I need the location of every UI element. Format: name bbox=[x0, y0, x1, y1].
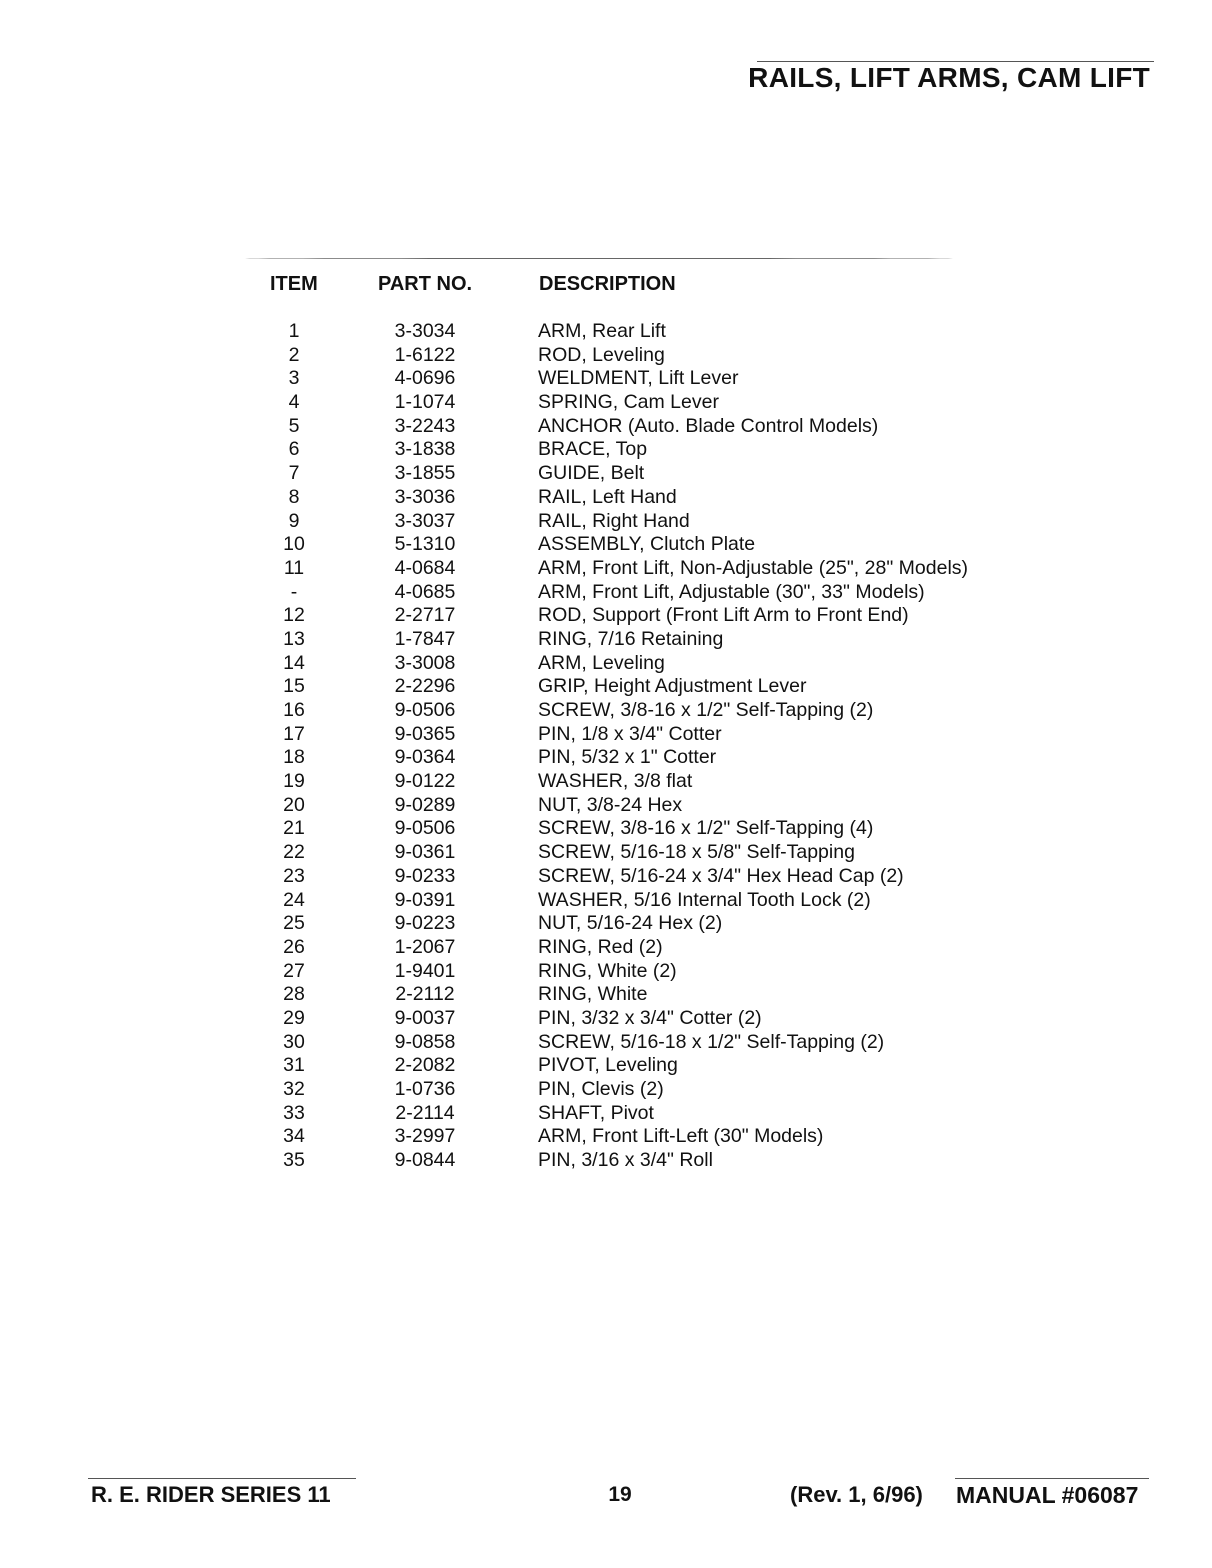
part-number-cell: 9-0844 bbox=[394, 1149, 456, 1172]
footer-series: R. E. RIDER SERIES 11 bbox=[91, 1482, 331, 1507]
description-cell: SCREW, 5/16-18 x 5/8" Self-Tapping bbox=[538, 841, 855, 864]
item-cell: 14 bbox=[283, 651, 305, 674]
table-row bbox=[0, 912, 1212, 936]
part-number-cell: 3-2243 bbox=[394, 414, 456, 437]
table-row bbox=[0, 1031, 1212, 1055]
description-cell: PIVOT, Leveling bbox=[538, 1054, 678, 1077]
description-cell: RAIL, Left Hand bbox=[538, 485, 677, 508]
table-row bbox=[0, 344, 1212, 368]
item-cell: 32 bbox=[283, 1078, 305, 1100]
table-row bbox=[0, 628, 1212, 652]
table-row bbox=[0, 1078, 1212, 1102]
item-cell: 29 bbox=[283, 1006, 305, 1029]
part-number-cell: 9-0506 bbox=[394, 817, 456, 840]
page-title: RAILS, LIFT ARMS, CAM LIFT bbox=[748, 62, 1150, 93]
item-cell: 20 bbox=[283, 793, 305, 816]
item-cell: 31 bbox=[283, 1054, 305, 1077]
footer-rule-right bbox=[955, 1478, 1149, 1479]
table-row bbox=[0, 841, 1212, 865]
table-row bbox=[0, 1054, 1212, 1078]
item-cell: 12 bbox=[283, 604, 305, 627]
description-cell: PIN, 3/32 x 3/4" Cotter (2) bbox=[538, 1006, 762, 1029]
table-row bbox=[0, 391, 1212, 415]
table-row bbox=[0, 320, 1212, 344]
part-number-cell: 3-2997 bbox=[394, 1125, 456, 1148]
description-cell: SCREW, 5/16-24 x 3/4" Hex Head Cap (2) bbox=[538, 864, 904, 887]
table-row bbox=[0, 438, 1212, 462]
column-header-description: DESCRIPTION bbox=[539, 273, 676, 295]
item-cell: 33 bbox=[283, 1101, 305, 1124]
description-cell: RING, White (2) bbox=[538, 959, 677, 982]
part-number-cell: 9-0364 bbox=[394, 746, 456, 769]
part-number-cell: 9-0289 bbox=[394, 793, 456, 816]
table-row bbox=[0, 794, 1212, 818]
item-cell: 15 bbox=[283, 675, 305, 698]
item-cell: 2 bbox=[288, 343, 300, 366]
description-cell: ARM, Front Lift, Non-Adjustable (25", 28" Models) bbox=[538, 556, 969, 579]
table-row bbox=[0, 581, 1212, 605]
table-top-rule bbox=[243, 258, 955, 259]
table-row bbox=[0, 604, 1212, 628]
item-cell: 1 bbox=[288, 320, 300, 342]
part-number-cell: 1-2067 bbox=[394, 935, 456, 958]
table-row bbox=[0, 983, 1212, 1007]
table-row bbox=[0, 1149, 1212, 1173]
table-row bbox=[0, 533, 1212, 557]
item-cell: 16 bbox=[283, 699, 305, 721]
item-cell: 5 bbox=[288, 414, 300, 437]
description-cell: PIN, 3/16 x 3/4" Roll bbox=[538, 1149, 713, 1172]
part-number-cell: 9-0391 bbox=[394, 888, 456, 911]
table-row bbox=[0, 1102, 1212, 1126]
table-row bbox=[0, 817, 1212, 841]
description-cell: WASHER, 5/16 Internal Tooth Lock (2) bbox=[538, 888, 871, 911]
parts-table-body bbox=[0, 320, 1212, 1173]
part-number-cell: 2-2717 bbox=[394, 604, 456, 627]
table-row bbox=[0, 1125, 1212, 1149]
item-cell: 17 bbox=[283, 722, 305, 745]
part-number-cell: 2-2114 bbox=[395, 1101, 455, 1124]
footer-rule-left bbox=[88, 1478, 356, 1479]
item-cell: 10 bbox=[283, 533, 305, 556]
part-number-cell: 4-0684 bbox=[394, 556, 456, 579]
part-number-cell: 2-2112 bbox=[395, 983, 455, 1006]
table-row bbox=[0, 415, 1212, 439]
column-header-part-no: PART NO. bbox=[378, 273, 473, 295]
item-cell: 9 bbox=[288, 509, 300, 532]
table-row bbox=[0, 652, 1212, 676]
description-cell: SHAFT, Pivot bbox=[538, 1101, 654, 1124]
table-row bbox=[0, 723, 1212, 747]
page-number: 19 bbox=[608, 1483, 632, 1506]
table-row bbox=[0, 699, 1212, 723]
description-cell: SCREW, 5/16-18 x 1/2" Self-Tapping (2) bbox=[538, 1030, 885, 1053]
table-row bbox=[0, 770, 1212, 794]
item-cell: 11 bbox=[283, 556, 305, 579]
part-number-cell: 9-0361 bbox=[394, 841, 456, 864]
description-cell: ROD, Leveling bbox=[538, 343, 665, 366]
description-cell: GUIDE, Belt bbox=[538, 462, 645, 485]
item-cell: 35 bbox=[283, 1149, 305, 1172]
part-number-cell: 9-0506 bbox=[394, 699, 456, 721]
part-number-cell: 3-3034 bbox=[394, 320, 456, 342]
description-cell: SPRING, Cam Lever bbox=[538, 391, 719, 414]
item-cell: 19 bbox=[283, 770, 305, 793]
description-cell: RING, White bbox=[538, 983, 648, 1006]
part-number-cell: 9-0233 bbox=[394, 864, 456, 887]
item-cell: 4 bbox=[288, 391, 300, 414]
item-cell: 26 bbox=[283, 935, 305, 958]
footer-manual-number: MANUAL #06087 bbox=[956, 1482, 1139, 1508]
part-number-cell: 1-0736 bbox=[394, 1078, 456, 1100]
part-number-cell: 1-9401 bbox=[394, 959, 456, 982]
item-cell: 30 bbox=[283, 1030, 305, 1053]
table-row bbox=[0, 486, 1212, 510]
item-cell: 25 bbox=[283, 912, 305, 935]
part-number-cell: 3-3036 bbox=[394, 485, 456, 508]
item-cell: 13 bbox=[283, 627, 305, 650]
description-cell: SCREW, 3/8-16 x 1/2" Self-Tapping (4) bbox=[538, 817, 874, 840]
part-number-cell: 1-7847 bbox=[394, 627, 456, 650]
table-row bbox=[0, 936, 1212, 960]
table-row bbox=[0, 557, 1212, 581]
footer-revision: (Rev. 1, 6/96) bbox=[790, 1482, 923, 1507]
part-number-cell: 1-6122 bbox=[394, 343, 456, 366]
part-number-cell: 3-3008 bbox=[394, 651, 456, 674]
description-cell: ANCHOR (Auto. Blade Control Models) bbox=[538, 414, 879, 437]
description-cell: WASHER, 3/8 flat bbox=[538, 770, 693, 793]
column-header-item: ITEM bbox=[270, 273, 318, 295]
item-cell: 28 bbox=[283, 983, 305, 1006]
part-number-cell: 9-0122 bbox=[394, 770, 456, 793]
table-row bbox=[0, 675, 1212, 699]
description-cell: PIN, 1/8 x 3/4" Cotter bbox=[538, 722, 722, 745]
description-cell: SCREW, 3/8-16 x 1/2" Self-Tapping (2) bbox=[538, 699, 874, 721]
description-cell: RAIL, Right Hand bbox=[538, 509, 690, 532]
part-number-cell: 2-2296 bbox=[394, 675, 456, 698]
item-cell: 23 bbox=[283, 864, 305, 887]
table-row bbox=[0, 865, 1212, 889]
description-cell: PIN, 5/32 x 1" Cotter bbox=[538, 746, 717, 769]
part-number-cell: 4-0696 bbox=[394, 367, 456, 390]
item-cell: 21 bbox=[283, 817, 305, 840]
description-cell: ARM, Front Lift, Adjustable (30", 33" Models) bbox=[538, 580, 925, 603]
part-number-cell: 9-0858 bbox=[394, 1030, 456, 1053]
table-row bbox=[0, 889, 1212, 913]
item-cell: 6 bbox=[288, 438, 300, 461]
part-number-cell: 5-1310 bbox=[394, 533, 456, 556]
part-number-cell: 3-1855 bbox=[394, 462, 456, 485]
item-cell: 27 bbox=[283, 959, 305, 982]
description-cell: PIN, Clevis (2) bbox=[538, 1078, 664, 1100]
item-cell: 22 bbox=[283, 841, 305, 864]
part-number-cell: 9-0223 bbox=[394, 912, 456, 935]
description-cell: RING, 7/16 Retaining bbox=[538, 627, 724, 650]
part-number-cell: 9-0365 bbox=[394, 722, 456, 745]
description-cell: ASSEMBLY, Clutch Plate bbox=[538, 533, 756, 556]
part-number-cell: 4-0685 bbox=[394, 580, 456, 603]
description-cell: ARM, Rear Lift bbox=[538, 320, 666, 342]
item-cell: - bbox=[290, 580, 298, 603]
item-cell: 7 bbox=[288, 462, 300, 485]
table-row bbox=[0, 462, 1212, 486]
item-cell: 8 bbox=[288, 485, 300, 508]
item-cell: 34 bbox=[283, 1125, 305, 1148]
item-cell: 18 bbox=[283, 746, 305, 769]
description-cell: NUT, 5/16-24 Hex (2) bbox=[538, 912, 723, 935]
description-cell: GRIP, Height Adjustment Lever bbox=[538, 675, 807, 698]
part-number-cell: 9-0037 bbox=[394, 1006, 456, 1029]
table-row bbox=[0, 1007, 1212, 1031]
description-cell: ARM, Front Lift-Left (30" Models) bbox=[538, 1125, 824, 1148]
table-row bbox=[0, 746, 1212, 770]
description-cell: RING, Red (2) bbox=[538, 935, 663, 958]
description-cell: BRACE, Top bbox=[538, 438, 648, 461]
description-cell: WELDMENT, Lift Lever bbox=[538, 367, 739, 390]
item-cell: 3 bbox=[288, 367, 300, 390]
part-number-cell: 2-2082 bbox=[394, 1054, 456, 1077]
description-cell: ARM, Leveling bbox=[538, 651, 665, 674]
part-number-cell: 3-3037 bbox=[394, 509, 456, 532]
item-cell: 24 bbox=[283, 888, 305, 911]
description-cell: NUT, 3/8-24 Hex bbox=[538, 793, 683, 816]
table-row bbox=[0, 960, 1212, 984]
table-row bbox=[0, 510, 1212, 534]
description-cell: ROD, Support (Front Lift Arm to Front End) bbox=[538, 604, 909, 627]
part-number-cell: 1-1074 bbox=[394, 391, 456, 414]
part-number-cell: 3-1838 bbox=[394, 438, 456, 461]
table-row bbox=[0, 367, 1212, 391]
